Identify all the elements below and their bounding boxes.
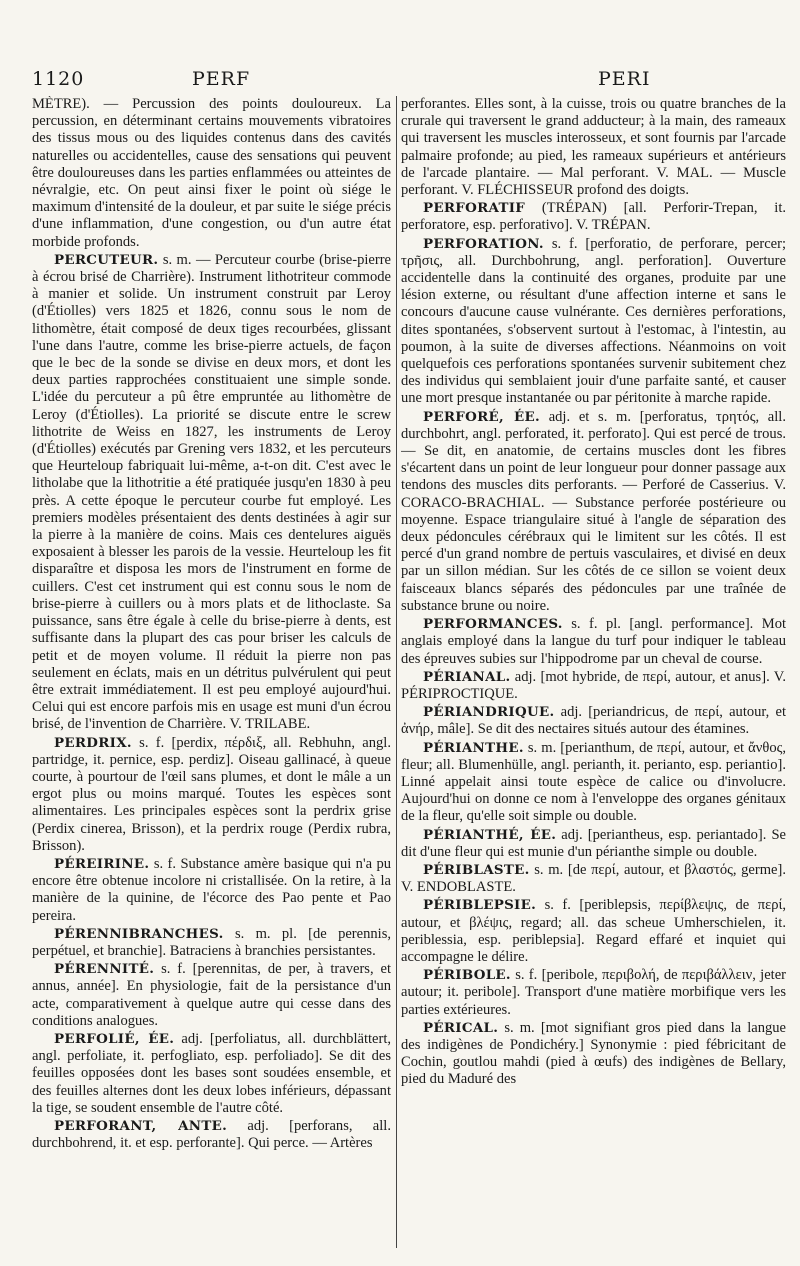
entry-headword: PERFORÉ, ÉE. bbox=[423, 408, 540, 425]
running-header bbox=[32, 68, 786, 94]
entry-text: s. m. [mot signifiant gros pied dans la langue des indigènes de Pondichéry.] Synonymie : pied fébricitant de Cochin, goutlou mahdi (pied à œufs) des indigènes de Bellary, pied du Maduré des bbox=[401, 1019, 786, 1088]
dictionary-entry bbox=[401, 862, 786, 896]
entry-headword: PERFORATIF bbox=[423, 200, 526, 217]
entry-text: adj. [perfoliatus, all. durchblättert, angl. perfoliate, it. perfogliato, esp. perfoliado]. Se dit des feuilles opposées dont les bases sont soudées ensemble, et des feuilles alternes dont les deux lobes inférieurs, dépassant la tige, se soudent ensemble de l'autre côté. bbox=[32, 1030, 391, 1116]
entry-text: s. f. [periblepsis, περίβλεψις, de περί, autour, et βλέψις, regard; all. das scheue Umherschielen, it. periblessia, esp. periblepsia]. Regard effaré et inquiet qui accompagne le délire. bbox=[401, 897, 786, 965]
dictionary-entry bbox=[32, 856, 391, 925]
entry-text: (TRÉPAN) [all. Perforir-Trepan, it. perforatore, esp. perforativo]. V. TRÉPAN. bbox=[401, 200, 786, 234]
entry-text: s. f. [peribole, περιβολή, de περιβάλλειν, jeter autour; it. peribole]. Transport d'une matière morbifique vers les parties extérieures. bbox=[401, 967, 786, 1018]
column-divider bbox=[396, 96, 397, 1248]
dictionary-entry bbox=[32, 252, 391, 734]
entry-headword: PERFORATION. bbox=[423, 235, 544, 252]
dictionary-entry bbox=[32, 735, 391, 855]
entry-text: s. m. [de περί, autour, et βλαστός, germe]. V. ENDOBLASTE. bbox=[401, 861, 786, 896]
dictionary-entry bbox=[401, 704, 786, 738]
entry-text: s. f. pl. [angl. performance]. Mot anglais employé dans la langue du turf pour indiquer le tableau des épreuves subies sur l'hippodrome par un cheval de course. bbox=[401, 616, 786, 667]
dictionary-entry bbox=[401, 967, 786, 1019]
entry-text: perforantes. Elles sont, à la cuisse, trois ou quatre branches de la crurale qui traversent le grand adducteur; à la main, des rameaux qui traversent les muscles interosseux, et sont fournis par l'arcade palmaire profonde; au pied, les rameaux supérieurs et antérieurs de l'arcade plantaire. — Mal perforant. V. MAL. — Muscle perforant. V. FLÉCHISSEUR profond des doigts. bbox=[401, 96, 786, 199]
entry-headword: PÉRIANTHE. bbox=[423, 739, 524, 756]
dictionary-entry bbox=[401, 96, 786, 199]
entry-headword: PERFOLIÉ, ÉE. bbox=[54, 1030, 175, 1047]
dictionary-entry bbox=[401, 827, 786, 861]
entry-headword: PÉRENNIBRANCHES. bbox=[54, 925, 224, 942]
entry-headword: PÉRIBOLE. bbox=[423, 967, 511, 984]
dictionary-entry bbox=[32, 1118, 391, 1152]
dictionary-entry bbox=[401, 236, 786, 408]
dictionary-entry bbox=[401, 669, 786, 703]
entry-headword: PERFORMANCES. bbox=[423, 616, 563, 633]
entry-headword: PÉRENNITÉ. bbox=[54, 961, 155, 978]
page-number: 1120 bbox=[32, 68, 85, 90]
dictionary-entry bbox=[32, 96, 391, 251]
entry-text: MÈTRE). — Percussion des points douloureux. La percussion, en déterminant certains mouvements vibratoires des tissus mous ou des liquides contenus dans des cavités naturelles ou accidentelles, cause des sensations qui peuvent être douloureuses dans les parties enflammées ou atteintes de névralgie, etc. On peut ainsi fixer le point où siége le maximum d'intensité de la douleur, et par suite le siége précis d'une inflammation, d'une congestion, ou d'un autre état morbide profonds. bbox=[32, 96, 391, 250]
dictionary-entry bbox=[401, 897, 786, 966]
entry-headword: PERDRIX. bbox=[54, 734, 132, 751]
entry-text: s. f. [perforatio, de perforare, percer; τρῆσις, all. Durchbohrung, angl. perforation]. Ouverture accidentelle dans la continuité des organes, produite par une lésion externe, ou résultant d'une affection interne et sans le concours d'aucune cause vulnérante. Ces dernières perforations, dites spontanées, s'observent surtout à l'estomac, à l'intestin, au poumon, à la suite de diverses affections. Néanmoins on voit quelquefois ces perforations spontanées survenir subitement chez des individus qui semblaient jouir d'une parfaite santé, et causer une mort presque instantanée ou par péritonite à marche rapide. bbox=[401, 235, 786, 407]
entry-headword: PÉRIANDRIQUE. bbox=[423, 704, 555, 721]
entry-headword: PÉRIBLASTE. bbox=[423, 861, 530, 878]
entry-text: s. m. pl. [de perennis, perpétuel, et branchie]. Batraciens à branchies persistantes. bbox=[32, 925, 391, 959]
entry-text: s. m. [perianthum, de περί, autour, et ἄνθος, fleur; all. Blumenhülle, angl. perianth, it. perianto, esp. periantio]. Linné appelait ainsi toute espèce de calice ou d'involucre. Aujourd'hui on donne ce nom à l'enveloppe des organes génitaux de la fleur, qu'elle soit simple ou double. bbox=[401, 739, 786, 825]
right-column bbox=[401, 96, 786, 1256]
entry-headword: PERFORANT, ANTE. bbox=[54, 1117, 228, 1134]
entry-text: s. f. Substance amère basique qui n'a pu encore être obtenue incolore ni cristallisée. On la retire, à la manière de la quinine, de l'écorce des Pao pente et Pao pereira. bbox=[32, 855, 391, 924]
entry-text: s. f. [perennitas, de per, à travers, et annus, année]. En physiologie, fait de la persistance d'un acte, comparativement à quelque autre qui cesse dans des conditions analogues. bbox=[32, 961, 391, 1029]
dictionary-entry bbox=[32, 926, 391, 960]
entry-headword: PÉRIBLEPSIE. bbox=[423, 897, 537, 914]
dictionary-entry bbox=[32, 1031, 391, 1117]
dictionary-entry bbox=[401, 740, 786, 826]
right-running-head: PERI bbox=[598, 68, 651, 90]
dictionary-entry bbox=[32, 961, 391, 1030]
dictionary-entry bbox=[401, 200, 786, 234]
entry-text: adj. [periandricus, de περί, autour, et ἀνήρ, mâle]. Se dit des nectaires situés autour des étamines. bbox=[401, 704, 786, 738]
dictionary-entry bbox=[401, 616, 786, 668]
left-running-head: PERF bbox=[192, 68, 251, 90]
entry-text: adj. [periantheus, esp. periantado]. Se dit d'une fleur qui est munie d'un périanthe simple ou double. bbox=[401, 826, 786, 860]
entry-text: s. f. [perdix, πέρδιξ, all. Rebhuhn, angl. partridge, it. pernice, esp. perdiz]. Oiseau gallinacé, à queue courte, à pourtour de l'œil sans plumes, et dont le mâle a un ergot plus ou moins marqué. Toutes les espèces sont alimentaires. Les principales espèces sont la perdrix grise (Perdix cinerea, Brisson), et la perdrix rouge (Perdix rubra, Brisson). bbox=[32, 734, 391, 854]
entry-headword: PÉRIANTHÉ, ÉE. bbox=[423, 826, 557, 843]
entry-text: s. m. — Percuteur courbe (brise-pierre à écrou brisé de Charrière). Instrument lithotriteur commode à manier et solide. Un instrument construit par Leroy (d'Étiolles) vers 1825 et 1826, connu sous le nom de lithomètre, était composé de deux tiges recourbées, glissant l'une dans l'autre, comme les brise-pierre actuels, de façon que le bec de la sonde se divise en deux mors, et dont les deux parties rapprochées constituaient une simple sonde. L'idée du percuteur a pû être empruntée au lithomètre de Leroy (d'Étiolles). La priorité se discute entre le screw lithotrite de Weiss en 1827, les instruments de Leroy (d'Étiolles) exécutés par Grening vers 1832, et les percuteurs que Heurteloup fabriquait lui-même, a-t-on dit. C'est avec le litholabe que la lithotritie a été pratiquée jusqu'en 1830 à peu près. A cette époque le percuteur courbe fut employé. Les premiers modèles présentaient des dents destinées à agir sur la pierre à la manière de coins. Mais ces dentelures aiguës exposaient à blesser les parois de la vessie. Heurteloup les fit disparaître et disposa les mors de l'instrument en forme de cuillers. C'est cet instrument qui est connu sous le nom de brise-pierre à cuillers ou à mors plats et de lithoclaste. Sa puissance, sans être égale à celle du brise-pierre à dents, est suffisante dans la plupart des cas pour briser les calculs de petit et de moyen volume. Il réduit la pierre non pas seulement en éclats, mais en un détritus pulvérulent qui peut être extrait immédiatement. Il est peu employé aujourd'hui. Celui qui est encore parfois mis en usage est muni d'un écrou brisé, de l'invention de Charrière. V. TRILABE. bbox=[32, 251, 391, 733]
entry-headword: PÉREIRINE. bbox=[54, 855, 150, 872]
dictionary-entry bbox=[401, 409, 786, 615]
entry-text: adj. [perforans, all. durchbohrend, it. et esp. perforante]. Qui perce. — Artères bbox=[32, 1117, 391, 1152]
entry-headword: PÉRICAL. bbox=[423, 1019, 499, 1036]
entry-text: adj. et s. m. [perforatus, τρητός, all. durchbohrt, angl. perforated, it. perforato]. Qui est percé de trous. — Se dit, en anatomie, de certains muscles dont les fibres s'écartent dans un point de leur longueur pour donner passage aux tendons des muscles dits perforants. — Perforé de Casserius. V. CORACO-BRACHIAL. — Substance perforée postérieure ou moyenne. Espace triangulaire situé à l'angle de séparation des deux pédoncules cérébraux qui le limitent sur les côtés. Il est percé d'un grand nombre de pertuis vasculaires, et divisé en deux par un sillon médian. Sur les côtés de ce sillon se voient deux faisceaux blancs séparés des pédoncules par une traînée de substance brune ou noire. bbox=[401, 408, 786, 614]
left-column bbox=[32, 96, 391, 1256]
dictionary-entry bbox=[401, 1020, 786, 1089]
entry-headword: PÉRIANAL. bbox=[423, 668, 511, 685]
entry-headword: PERCUTEUR. bbox=[54, 251, 159, 268]
entry-text: adj. [mot hybride, de περί, autour, et anus]. V. PÉRIPROCTIQUE. bbox=[401, 668, 786, 702]
